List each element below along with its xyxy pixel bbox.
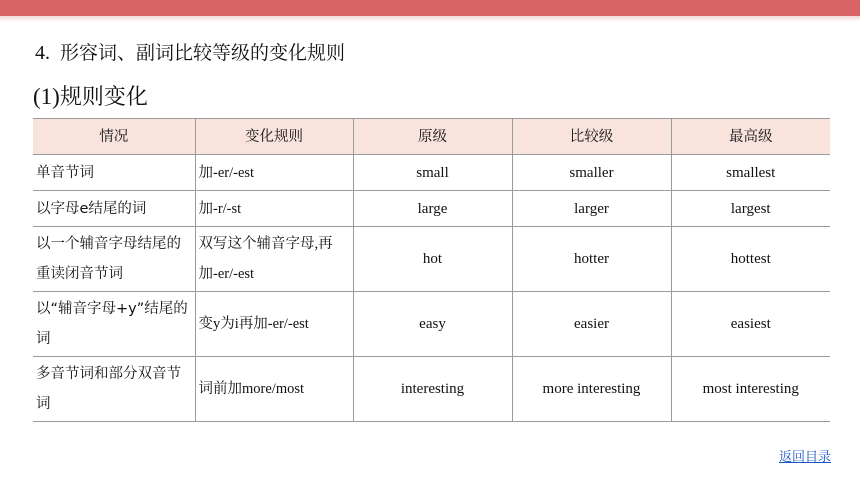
cell-superlative: smallest (671, 155, 830, 191)
cell-superlative: easiest (671, 292, 830, 357)
cell-situation: 以“辅音字母+y”结尾的词 (33, 292, 195, 357)
cell-comparative: more interesting (512, 357, 671, 422)
cell-positive: small (353, 155, 512, 191)
cell-rule: 变y为i再加-er/-est (195, 292, 353, 357)
cell-positive: interesting (353, 357, 512, 422)
subsection-heading (33, 82, 148, 113)
cell-rule: 双写这个辅音字母,再加-er/-est (195, 227, 353, 292)
header-superlative: 最高级 (671, 119, 830, 155)
cell-superlative: largest (671, 191, 830, 227)
cell-rule: 词前加more/most (195, 357, 353, 422)
header-comparative: 比较级 (512, 119, 671, 155)
table-row (33, 227, 830, 292)
cell-positive: large (353, 191, 512, 227)
cell-superlative: most interesting (671, 357, 830, 422)
cell-positive: hot (353, 227, 512, 292)
header-positive: 原级 (353, 119, 512, 155)
cell-comparative: smaller (512, 155, 671, 191)
subsection-number: (1) (33, 84, 60, 109)
section-heading (35, 40, 345, 66)
section-title: 形容词、副词比较等级的变化规则 (60, 42, 346, 64)
cell-situation: 以一个辅音字母结尾的重读闭音节词 (33, 227, 195, 292)
cell-superlative: hottest (671, 227, 830, 292)
table-header-row (33, 119, 830, 155)
cell-situation: 以字母e结尾的词 (33, 191, 195, 227)
section-number: 4. (35, 42, 50, 64)
cell-comparative: larger (512, 191, 671, 227)
table-row (33, 357, 830, 422)
table-row (33, 155, 830, 191)
cell-situation: 多音节词和部分双音节词 (33, 357, 195, 422)
subsection-title: 规则变化 (59, 85, 148, 110)
cell-rule: 加-er/-est (195, 155, 353, 191)
header-rule: 变化规则 (195, 119, 353, 155)
top-banner-shadow (0, 16, 860, 22)
header-situation: 情况 (33, 119, 195, 155)
cell-positive: easy (353, 292, 512, 357)
table-row (33, 191, 830, 227)
cell-rule: 加-r/-st (195, 191, 353, 227)
cell-situation: 单音节词 (33, 155, 195, 191)
table-row (33, 292, 830, 357)
cell-comparative: easier (512, 292, 671, 357)
cell-comparative: hotter (512, 227, 671, 292)
back-to-contents-link[interactable]: 返回目录 (779, 450, 832, 465)
top-banner (0, 0, 860, 16)
comparison-rules-table (33, 118, 830, 422)
